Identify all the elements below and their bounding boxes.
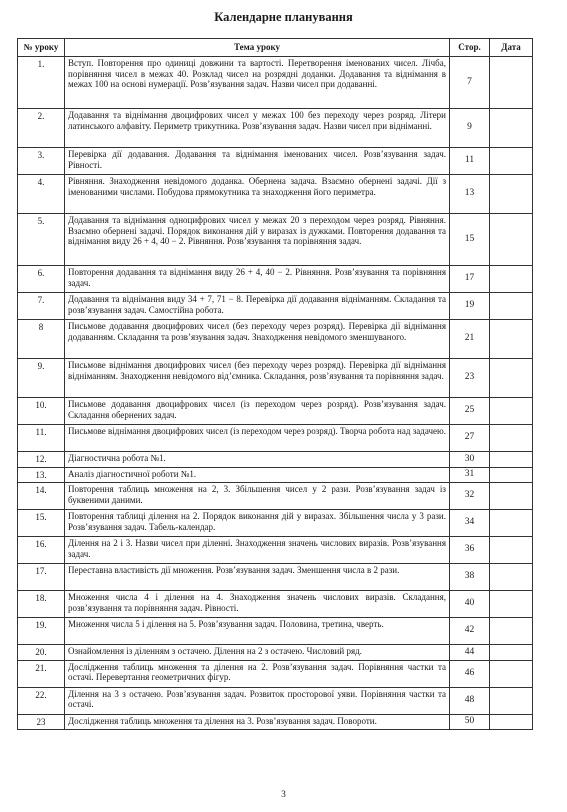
lesson-number-cell: 10. xyxy=(18,398,65,425)
date-cell xyxy=(490,359,533,398)
page-title: Календарне планування xyxy=(214,10,353,24)
lesson-theme-cell: Рівняння. Знаходження невідомого доданка. Обернена задача. Взаємно обернені задачі. Дії з іменованими числами. Побудова прямокутника та знаходження його периметра. xyxy=(65,175,450,214)
date-cell xyxy=(490,687,533,714)
lesson-number-cell: 9. xyxy=(18,359,65,398)
page-cell: 31 xyxy=(450,467,490,483)
lesson-number-cell: 2. xyxy=(18,109,65,148)
lesson-theme-cell: Дослідження таблиць множення та ділення на 3. Розв’язування задач. Повороти. xyxy=(65,714,450,730)
lesson-theme-cell: Множення числа 5 і ділення на 5. Розв’язування задач. Половина, третина, чверть. xyxy=(65,618,450,645)
date-cell xyxy=(490,214,533,266)
lesson-number-cell: 7. xyxy=(18,293,65,320)
table-row xyxy=(18,483,533,510)
date-cell xyxy=(490,452,533,468)
lesson-number-cell: 13. xyxy=(18,467,65,483)
date-cell xyxy=(490,148,533,175)
page-cell: 34 xyxy=(450,510,490,537)
lesson-theme-cell: Ділення на 2 і 3. Назви чисел при діленні. Знаходження значень числових виразів. Розв’язування задач. xyxy=(65,537,450,564)
lesson-theme-cell: Письмове додавання двоцифрових чисел (із переходом через розряд). Розв’язування задач. Складання обернених задач. xyxy=(65,398,450,425)
lesson-theme-cell: Письмове віднімання двоцифрових чисел (із переходом через розряд). Творча робота над задачею. xyxy=(65,425,450,452)
page-cell: 30 xyxy=(450,452,490,468)
table-row xyxy=(18,398,533,425)
lesson-theme-cell: Аналіз діагностичної роботи №1. xyxy=(65,467,450,483)
lesson-number-cell: 22. xyxy=(18,687,65,714)
date-cell xyxy=(490,175,533,214)
table-row xyxy=(18,660,533,687)
page-cell: 7 xyxy=(450,57,490,109)
date-cell xyxy=(490,510,533,537)
page-cell: 21 xyxy=(450,320,490,359)
lesson-number-cell: 14. xyxy=(18,483,65,510)
table-row xyxy=(18,618,533,645)
date-cell xyxy=(490,266,533,293)
date-cell xyxy=(490,109,533,148)
lesson-theme-cell: Ділення на 3 з остачею. Розв’язування задач. Розвиток просторової уяви. Порівняння частки та остачі. xyxy=(65,687,450,714)
table-row xyxy=(18,510,533,537)
lesson-number-cell: 5. xyxy=(18,214,65,266)
table-row xyxy=(18,57,533,109)
table-row xyxy=(18,714,533,730)
date-cell xyxy=(490,398,533,425)
lesson-number-cell: 4. xyxy=(18,175,65,214)
lesson-number-cell: 12. xyxy=(18,452,65,468)
page-cell: 46 xyxy=(450,660,490,687)
date-cell xyxy=(490,591,533,618)
lesson-number-cell: 8 xyxy=(18,320,65,359)
lesson-number-cell: 16. xyxy=(18,537,65,564)
table-row xyxy=(18,266,533,293)
page-cell: 48 xyxy=(450,687,490,714)
page-cell: 36 xyxy=(450,537,490,564)
table-row xyxy=(18,175,533,214)
lesson-number-cell: 6. xyxy=(18,266,65,293)
page-cell: 23 xyxy=(450,359,490,398)
date-cell xyxy=(490,564,533,591)
table-row xyxy=(18,452,533,468)
page-cell: 15 xyxy=(450,214,490,266)
date-cell xyxy=(490,425,533,452)
lesson-number-cell: 11. xyxy=(18,425,65,452)
table-row xyxy=(18,645,533,661)
table-row xyxy=(18,148,533,175)
header-lesson-number: № уроку xyxy=(18,39,65,57)
lesson-number-cell: 15. xyxy=(18,510,65,537)
header-lesson-theme: Тема уроку xyxy=(65,39,450,57)
table-row xyxy=(18,320,533,359)
table-row xyxy=(18,537,533,564)
table-row xyxy=(18,214,533,266)
lesson-number-cell: 19. xyxy=(18,618,65,645)
table-row xyxy=(18,687,533,714)
date-cell xyxy=(490,57,533,109)
lesson-theme-cell: Повторення таблиці ділення на 2. Порядок виконання дій у виразах. Збільшення числа у 3 рази. Розв’язування задач. Табель-календар. xyxy=(65,510,450,537)
page-cell: 9 xyxy=(450,109,490,148)
table-row xyxy=(18,564,533,591)
date-cell xyxy=(490,537,533,564)
date-cell xyxy=(490,483,533,510)
lesson-theme-cell: Множення числа 4 і ділення на 4. Знаходження значень числових виразів. Складання, розв’язування та порівняння задач. Рівності. xyxy=(65,591,450,618)
lesson-theme-cell: Ознайомлення із діленням з остачею. Ділення на 2 з остачею. Числовий ряд. xyxy=(65,645,450,661)
page-cell: 13 xyxy=(450,175,490,214)
page-cell: 19 xyxy=(450,293,490,320)
date-cell xyxy=(490,320,533,359)
page-cell: 27 xyxy=(450,425,490,452)
lesson-theme-cell: Додавання та віднімання одноцифрових чисел у межах 20 з переходом через розряд. Рівняння. Взаємно обернені задачі. Порядок виконання дій у виразах із дужками. Повторення додавання та віднімання виду 26 + 4, 40 − 2. Рівняння. Розв’язування та порівняння задач. xyxy=(65,214,450,266)
header-date: Дата xyxy=(490,39,533,57)
lesson-number-cell: 17. xyxy=(18,564,65,591)
lesson-theme-cell: Вступ. Повторення про одиниці довжини та вартості. Перетворення іменованих чисел. Лічба, порівняння чисел в межах 40. Розклад чисел на розрядні доданки. Додавання та віднімання в межах 100 на основі нумерації. Розв’язування задач. Назви чисел при додаванні. xyxy=(65,57,450,109)
page-cell: 32 xyxy=(450,483,490,510)
page-cell: 40 xyxy=(450,591,490,618)
page-cell: 11 xyxy=(450,148,490,175)
lesson-number-cell: 23 xyxy=(18,714,65,730)
date-cell xyxy=(490,618,533,645)
lesson-number-cell: 18. xyxy=(18,591,65,618)
table-header-row xyxy=(18,39,533,57)
date-cell xyxy=(490,660,533,687)
date-cell xyxy=(490,467,533,483)
table-row xyxy=(18,591,533,618)
page-cell: 17 xyxy=(450,266,490,293)
date-cell xyxy=(490,293,533,320)
page-cell: 50 xyxy=(450,714,490,730)
lesson-theme-cell: Письмове додавання двоцифрових чисел (без переходу через розряд). Перевірка дії віднімання додаванням. Складання та розв’язування задач. Знаходження невідомого зменшуваного. xyxy=(65,320,450,359)
table-row xyxy=(18,425,533,452)
lesson-theme-cell: Переставна властивість дії множення. Розв’язування задач. Зменшення числа в 2 рази. xyxy=(65,564,450,591)
lesson-theme-cell: Повторення таблиць множення на 2, 3. Збільшення чисел у 2 рази. Розв’язування задач із буквеними даними. xyxy=(65,483,450,510)
lesson-number-cell: 20. xyxy=(18,645,65,661)
header-page: Стор. xyxy=(450,39,490,57)
table-row xyxy=(18,293,533,320)
lesson-number-cell: 3. xyxy=(18,148,65,175)
lesson-number-cell: 1. xyxy=(18,57,65,109)
table-row xyxy=(18,109,533,148)
lesson-plan-table xyxy=(17,38,533,730)
lesson-theme-cell: Додавання та віднімання двоцифрових чисел у межах 100 без переходу через розряд. Літери латинського алфавіту. Периметр трикутника. Розв’язування задач. Назви чисел при відніманні. xyxy=(65,109,450,148)
table-row xyxy=(18,467,533,483)
page-cell: 44 xyxy=(450,645,490,661)
lesson-theme-cell: Додавання та віднімання виду 34 + 7, 71 − 8. Перевірка дії додавання відніманням. Складання та розв’язування задач. Самостійна робота. xyxy=(65,293,450,320)
lesson-theme-cell: Повторення додавання та віднімання виду 26 + 4, 40 − 2. Рівняння. Розв’язування та порівняння задач. xyxy=(65,266,450,293)
page-number: 3 xyxy=(281,790,286,800)
lesson-theme-cell: Письмове віднімання двоцифрових чисел (без переходу через розряд). Перевірка дії віднімання відніманням. Знаходження невідомого від’ємника. Складання, розв’язування та порівняння задач. xyxy=(65,359,450,398)
lesson-theme-cell: Діагностична робота №1. xyxy=(65,452,450,468)
page-cell: 38 xyxy=(450,564,490,591)
table-row xyxy=(18,359,533,398)
lesson-theme-cell: Перевірка дії додавання. Додавання та віднімання іменованих чисел. Розв’язування задач. Рівності. xyxy=(65,148,450,175)
page-cell: 25 xyxy=(450,398,490,425)
date-cell xyxy=(490,714,533,730)
date-cell xyxy=(490,645,533,661)
lesson-theme-cell: Дослідження таблиць множення та ділення на 2. Розв’язування задач. Порівняння частки та остачі. Перевертання геометричних фігур. xyxy=(65,660,450,687)
page-cell: 42 xyxy=(450,618,490,645)
lesson-number-cell: 21. xyxy=(18,660,65,687)
